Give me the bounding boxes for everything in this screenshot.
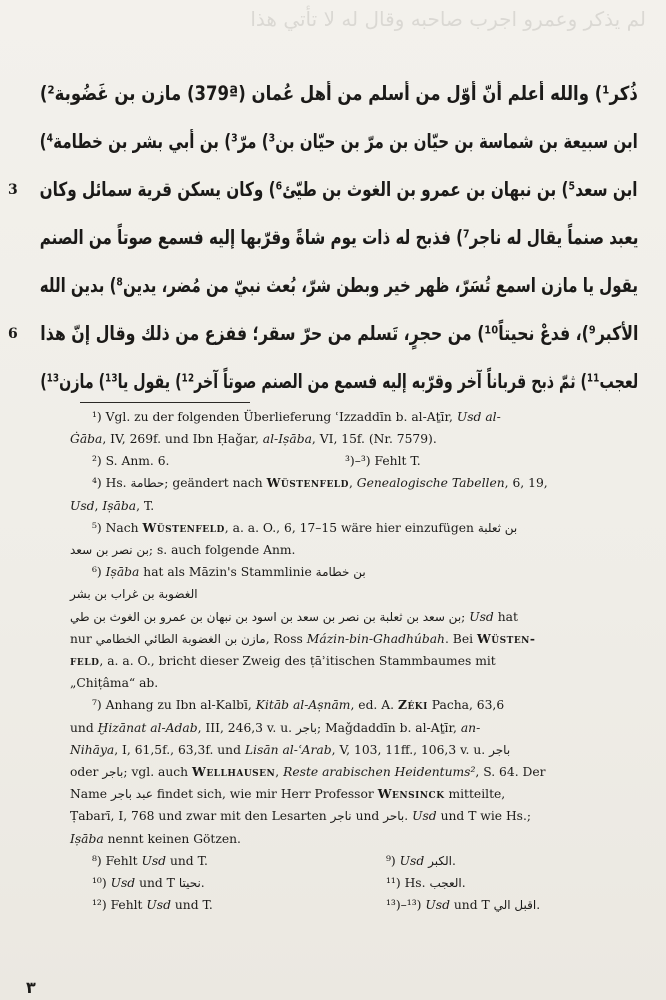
footnote-6-cont-3: nur مازن بن الغضوبة الطائي الخطامي, Ross Mázin-bin-Ghadhúbah. Bei Wüsten- (70, 630, 536, 646)
footnote-2-3 (70, 450, 638, 472)
arabic-main-text (8, 70, 639, 406)
footnote-7-cont-5: Ṭabarī, I, 768 und zwar mit den Lesarten ناجر und باحر. Usd und T wie Hs.; (70, 809, 532, 824)
footnote-4-cont: Usd, Iṣāba, T. (70, 498, 155, 513)
footnote-9: ⁹) Usd الكبر. (386, 853, 456, 868)
arabic-line-7: لعجب¹¹) ثمّ ذبح قرباناً آخر وقرّبه إليه فسمع من الصنم صوتاً آخر¹²) يقول يا¹³) مازن¹³) (39, 370, 638, 393)
footnote-7-cont-2: Nihāya, I, 61,5f., 63,3f. und Lisān al-ʿArab, V, 103, 11ff., 106,3 v. u. باجر (70, 742, 511, 757)
footnotes (70, 406, 638, 916)
page-number: ٣ (26, 978, 36, 997)
footnote-5-cont: بن نصر بن سعد; s. auch folgende Anm. (70, 543, 296, 558)
arabic-line-4: يعبد صنماً يقال له ناجر⁷) فذبح له ذات يوم شاةً وقرّبها إليه فسمع صوتاً من الصنم (39, 226, 638, 249)
footnote-8-9 (70, 850, 638, 872)
footnote-12-13 (70, 894, 638, 916)
footnote-10-11 (70, 872, 638, 894)
bleed-through-text: لم يذكر وعمرو اجرب صاحبه وقال له لا تأتي هذا (250, 7, 646, 31)
arabic-line-6: الأكبر⁹)، فدعْ نحيتاً¹⁰) من حجرٍ، تَسلم من حرّ سقر؛ ففزع من ذلك وقال إنّ هذا 6 (40, 310, 638, 358)
footnote-6-cont-4: feld, a. a. O., bricht dieser Zweig des ṭāʾitischen Stammbaumes mit (70, 653, 496, 669)
footnote-6-cont-1: الغضوبة بن غراب بن بشر (70, 587, 198, 602)
line-number: 3 (8, 182, 18, 198)
footnote-3: ³)–³) Fehlt T. (345, 454, 421, 469)
footnote-5: ⁵) Nach Wüstenfeld, a. a. O., 6, 17–15 wäre hier einzufügen بن ثعلبة (92, 519, 518, 535)
footnote-1-cont: Ġāba, IV, 269f. und Ibn Ḥaǧar, al-Iṣāba, VI, 15f. (Nr. 7579). (70, 432, 437, 447)
footnote-6: ⁶) Iṣāba hat als Māzin's Stammlinie بن خطامة (92, 565, 366, 580)
arabic-line-3: ابن سعد⁵) بن نبهان بن عمرو بن الغوث بن طيّئ⁶) وكان يسكن قرية سمائل وكان 3 (40, 166, 638, 214)
footnote-11: ¹¹) Hs. العجب. (386, 875, 466, 890)
footnote-13: ¹³)–¹³) Usd und T اقبل الي. (386, 897, 541, 912)
footnote-rule (80, 402, 250, 403)
arabic-line-1: ذُكر¹) والله أعلم أنّ أوّل من أسلم من أهل عُمان (379ª) مازن بن غَضُوبة²) (40, 82, 638, 105)
footnote-7: ⁷) Anhang zu Ibn al-Kalbī, Kitāb al-Aṣnām, ed. A. Zéki Pacha, 63,6 (92, 697, 505, 713)
footnote-7-cont-1: und Ḫizānat al-Adab, III, 246,3 v. u. باجر; Maǧdaddīn b. al-Aṯīr, an- (70, 720, 481, 735)
footnote-4: ⁴) Hs. حطامة; geändert nach Wüstenfeld, Genealogische Tabellen, 6, 19, (92, 475, 548, 491)
footnote-2: ²) S. Anm. 6. (92, 454, 170, 469)
footnote-8: ⁸) Fehlt Usd und T. (92, 853, 208, 868)
footnote-12: ¹²) Fehlt Usd und T. (92, 897, 213, 912)
footnote-7-cont-3: oder باجر; vgl. auch Wellhausen, Reste arabischen Heidentums², S. 64. Der (70, 764, 546, 780)
footnote-6-cont-5: „Chiṭâma“ ab. (70, 676, 159, 691)
line-number: 6 (8, 326, 18, 342)
footnote-7-cont-6: Iṣāba nennt keinen Götzen. (70, 831, 241, 846)
footnote-10: ¹⁰) Usd und T نحيتا. (92, 875, 205, 890)
footnote-7-cont-4: Name عبد باجر findet sich, wie mir Herr Professor Wensinck mitteilte, (70, 786, 506, 802)
arabic-line-2: ابن سبيعة بن شماسة بن حيّان بن مرّ بن حيّان بن³) مرّ³) بن أبي بشر بن خطامة⁴) (39, 130, 638, 153)
footnote-6-cont-2: بن سعد بن ثعلبة بن نصر بن سعد بن اسود بن نبهان بن عمرو بن الغوث بن طي; Usd hat (70, 609, 518, 624)
arabic-line-5: يقول يا مازن اسمع تُسَرّ، ظهر خير وبطن شرّ، بُعث نبيّ من مُضر، يدين⁸) بدين الله (39, 274, 639, 297)
footnote-1: ¹) Vgl. zu der folgenden Überlieferung ʿIzzaddīn b. al-Aṯīr, Usd al- (92, 410, 501, 424)
